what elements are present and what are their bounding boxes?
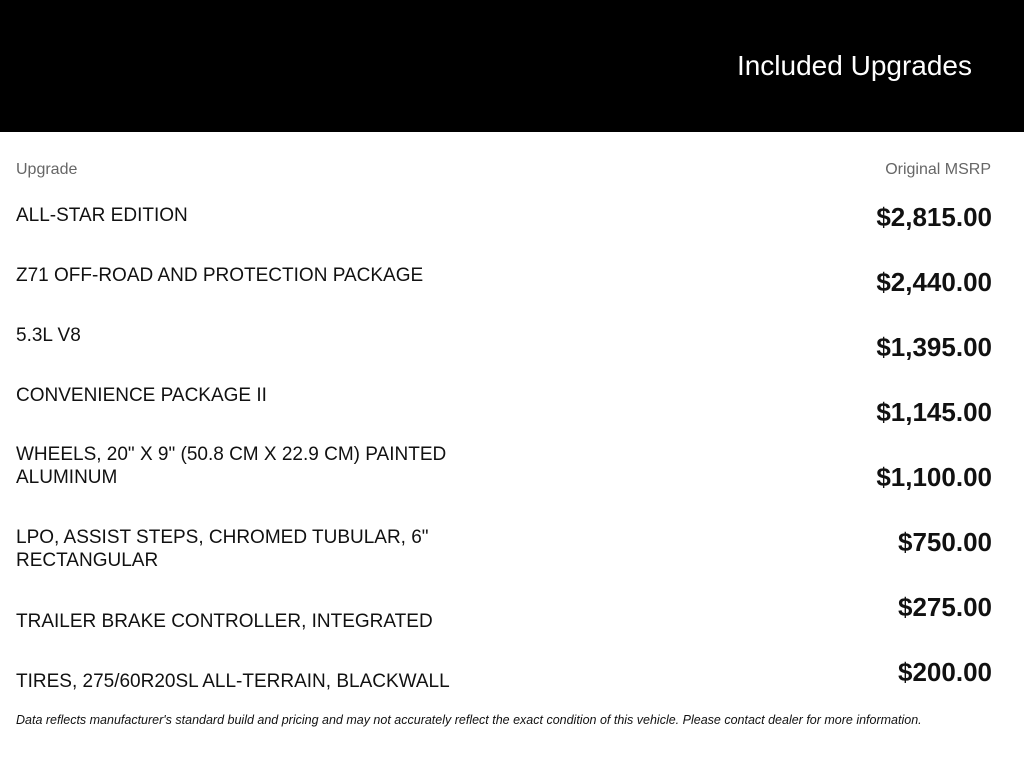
upgrade-price: $1,395.00 xyxy=(876,332,992,362)
column-header-msrp: Original MSRP xyxy=(885,161,991,178)
upgrade-name: LPO, ASSIST STEPS, CHROMED TUBULAR, 6" RECTANGULAR xyxy=(16,527,429,571)
upgrade-price: $200.00 xyxy=(898,657,992,687)
upgrade-price: $275.00 xyxy=(898,592,992,622)
upgrade-price: $2,815.00 xyxy=(876,202,992,232)
upgrade-price: $1,100.00 xyxy=(876,462,992,492)
upgrade-name: TIRES, 275/60R20SL ALL-TERRAIN, BLACKWALL xyxy=(16,671,450,692)
upgrade-name: WHEELS, 20" X 9" (50.8 CM X 22.9 CM) PAINTED ALUMINUM xyxy=(16,444,447,488)
page-title: Included Upgrades xyxy=(736,50,972,81)
upgrade-name: Z71 OFF-ROAD AND PROTECTION PACKAGE xyxy=(16,265,424,286)
disclaimer-text: Data reflects manufacturer's standard build and pricing and may not accurately reflect the exact condition of this vehicle. Please contact dealer for more information. xyxy=(16,713,922,727)
upgrade-name: 5.3L V8 xyxy=(16,325,81,346)
upgrade-name: CONVENIENCE PACKAGE II xyxy=(16,385,267,406)
upgrade-price: $2,440.00 xyxy=(876,267,992,297)
upgrade-price: $1,145.00 xyxy=(876,397,992,427)
header-bar xyxy=(0,0,1024,132)
column-header-upgrade: Upgrade xyxy=(16,161,78,178)
upgrade-price: $750.00 xyxy=(898,527,992,557)
upgrade-name: ALL-STAR EDITION xyxy=(16,205,188,226)
upgrade-name: TRAILER BRAKE CONTROLLER, INTEGRATED xyxy=(16,611,433,632)
